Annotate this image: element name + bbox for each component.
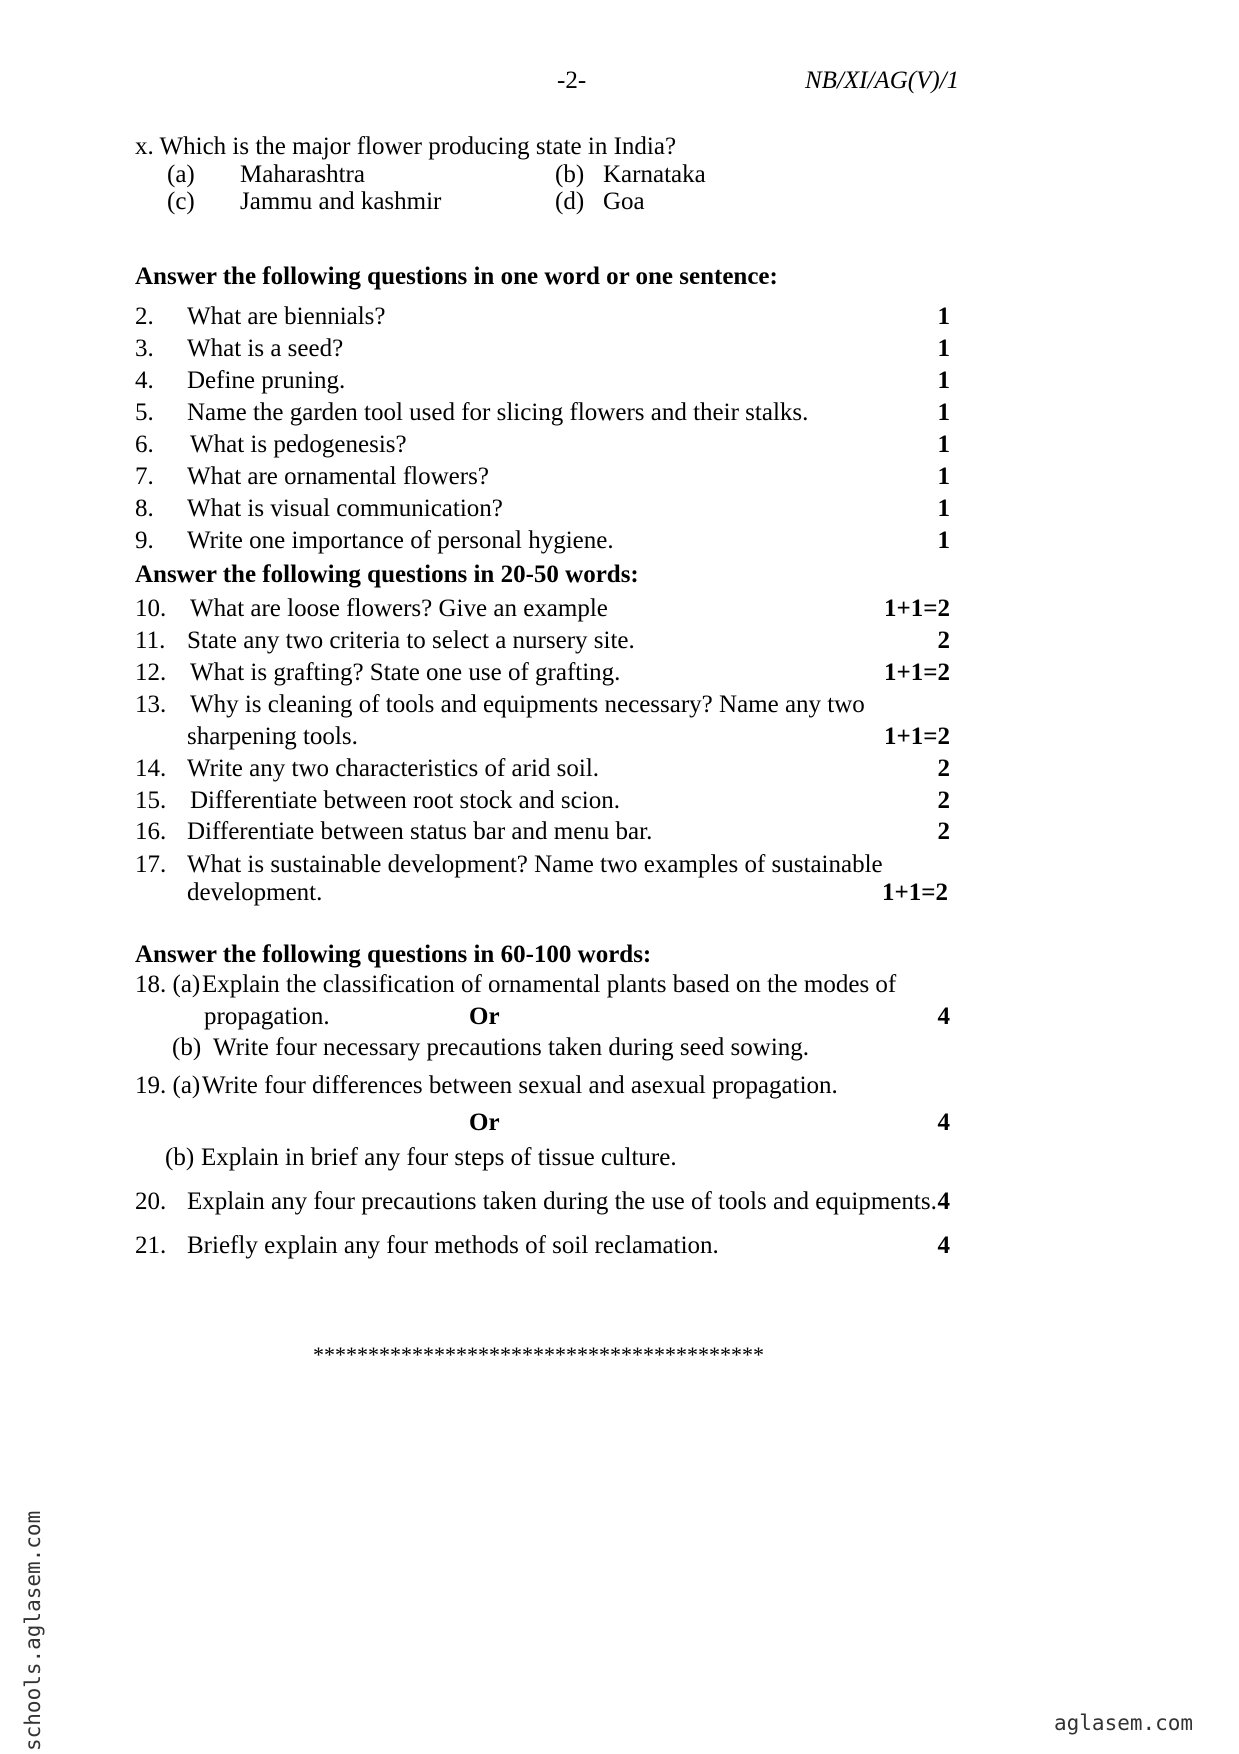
question-number: 12. [135, 659, 167, 686]
question-marks: 1 [937, 527, 950, 554]
question-number: 11. [135, 627, 166, 654]
question-number: 13. [135, 691, 167, 718]
option-c-text: Jammu and kashmir [240, 188, 442, 215]
question-marks: 1 [937, 431, 950, 458]
question-number: 8. [135, 495, 154, 522]
question-marks: 1+1=2 [884, 659, 950, 686]
question-number: 19. (a) [135, 1072, 201, 1099]
option-a-label: (a) [167, 161, 195, 188]
question-marks: 2 [937, 627, 950, 654]
question-number: 21. [135, 1232, 167, 1259]
question-text: Define pruning. [187, 367, 346, 394]
question-text-continued: development. [187, 879, 323, 906]
question-text-continued: propagation. [204, 1003, 330, 1030]
question-marks: 1+1=2 [884, 595, 950, 622]
question-number: 5. [135, 399, 154, 426]
question-text: What is visual communication? [187, 495, 503, 522]
question-number: 14. [135, 755, 167, 782]
question-marks: 4 [937, 1003, 950, 1030]
end-of-paper-stars: ***************************************** [313, 1342, 764, 1367]
question-number: 6. [135, 431, 154, 458]
question-text: Explain the classification of ornamental plants based on the modes of [202, 971, 897, 998]
question-number: 3. [135, 335, 154, 362]
question-text: What are biennials? [187, 303, 386, 330]
question-number: 2. [135, 303, 154, 330]
question-text: Differentiate between root stock and scion. [190, 787, 620, 814]
question-text: State any two criteria to select a nursery site. [187, 627, 635, 654]
question-text: Write four necessary precautions taken during seed sowing. [213, 1034, 810, 1061]
question-marks: 1 [937, 367, 950, 394]
option-c-label: (c) [167, 188, 195, 215]
section-b-heading: Answer the following questions in 20-50 words: [135, 561, 639, 588]
question-text: What is a seed? [187, 335, 344, 362]
question-marks: 1 [937, 303, 950, 330]
question-marks: 1+1=2 [884, 723, 950, 750]
question-text: Write any two characteristics of arid soil. [187, 755, 600, 782]
question-marks: 1 [937, 399, 950, 426]
side-watermark: schools.aglasem.com [21, 1510, 45, 1751]
question-number: 17. [135, 851, 167, 878]
section-c-heading: Answer the following questions in 60-100 words: [135, 941, 652, 968]
question-number: 18. (a) [135, 971, 201, 998]
option-a-text: Maharashtra [240, 161, 365, 188]
section-a-heading: Answer the following questions in one word or one sentence: [135, 263, 778, 290]
question-number: 16. [135, 818, 167, 845]
question-text: Write four differences between sexual and asexual propagation. [202, 1072, 838, 1099]
question-marks: 4 [937, 1188, 950, 1215]
corner-watermark: aglasem.com [1054, 1711, 1194, 1735]
question-text: What are ornamental flowers? [187, 463, 489, 490]
question-text: What is sustainable development? Name two examples of sustainable [187, 851, 883, 878]
question-text: Explain in brief any four steps of tissue culture. [201, 1144, 677, 1171]
question-text: Name the garden tool used for slicing flowers and their stalks. [187, 399, 809, 426]
question-text: What are loose flowers? Give an example [190, 595, 608, 622]
option-b-label: (b) [172, 1034, 202, 1061]
question-text: Explain any four precautions taken during the use of tools and equipments. [187, 1188, 937, 1215]
question-marks: 1+1=2 [882, 879, 948, 906]
or-label: Or [469, 1109, 500, 1136]
question-number: 15. [135, 787, 167, 814]
question-text: What is grafting? State one use of grafting. [190, 659, 621, 686]
question-number: 4. [135, 367, 154, 394]
question-text: Why is cleaning of tools and equipments necessary? Name any two [190, 691, 865, 718]
question-number: 9. [135, 527, 154, 554]
question-marks: 1 [937, 495, 950, 522]
paper-code: NB/XI/AG(V)/1 [805, 67, 960, 94]
question-marks: 2 [937, 755, 950, 782]
question-text: What is pedogenesis? [190, 431, 407, 458]
question-text: Write one importance of personal hygiene. [187, 527, 614, 554]
page-number: -2- [557, 67, 587, 94]
question-marks: 4 [937, 1232, 950, 1259]
question-text-continued: sharpening tools. [187, 723, 358, 750]
question-marks: 2 [937, 818, 950, 845]
question-marks: 4 [937, 1109, 950, 1136]
question-text: Differentiate between status bar and menu bar. [187, 818, 653, 845]
option-d-text: Goa [603, 188, 645, 215]
question-marks: 2 [937, 787, 950, 814]
mcq-question: x. Which is the major flower producing state in India? [135, 133, 677, 160]
question-text: Briefly explain any four methods of soil reclamation. [187, 1232, 719, 1259]
question-marks: 1 [937, 463, 950, 490]
option-d-label: (d) [555, 188, 585, 215]
option-b-text: Karnataka [603, 161, 706, 188]
question-marks: 1 [937, 335, 950, 362]
option-b-label: (b) [165, 1144, 195, 1171]
or-label: Or [469, 1003, 500, 1030]
option-b-label: (b) [555, 161, 585, 188]
question-number: 10. [135, 595, 167, 622]
question-number: 7. [135, 463, 154, 490]
question-number: 20. [135, 1188, 167, 1215]
